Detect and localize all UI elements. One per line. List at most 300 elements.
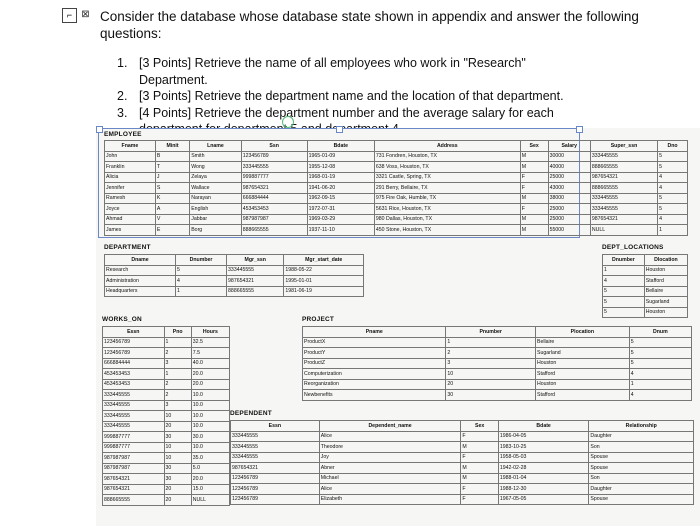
table-row [303, 379, 692, 390]
table-cell: 333445555 [231, 442, 320, 453]
question-text: [4 Points] Retrieve the department number and the average salary for each [139, 105, 554, 120]
table-cell: 123456789 [103, 348, 165, 359]
column-header: Dname [105, 255, 176, 266]
table-cell: 1972-07-31 [307, 204, 374, 215]
table-cell: F [520, 172, 548, 183]
table-cell: 30 [446, 390, 536, 401]
table-cell: 4 [629, 369, 691, 380]
column-header: Bdate [498, 421, 589, 432]
table-row [103, 421, 230, 432]
table-cell: 5.0 [191, 463, 229, 474]
column-header: Ssn [241, 141, 307, 152]
column-header: Essn [231, 421, 320, 432]
table-cell: Computerization [303, 369, 446, 380]
table-cell: 888665555 [590, 162, 657, 173]
table-cell: 1958-05-03 [498, 452, 589, 463]
table-cell: 333445555 [227, 265, 284, 276]
table-cell: 43000 [548, 183, 590, 194]
table-row [303, 337, 692, 348]
table-cell: 20 [164, 421, 191, 432]
table-cell: Smith [190, 151, 241, 162]
table-cell: 25000 [548, 172, 590, 183]
table-cell: T [155, 162, 189, 173]
table-header-row [105, 255, 364, 266]
table-cell: 2 [164, 390, 191, 401]
table-cell: Michael [319, 473, 461, 484]
table-cell: Zelaya [190, 172, 241, 183]
table-cell: Wallace [190, 183, 241, 194]
table-cell: 10 [164, 453, 191, 464]
column-header: Relationship [589, 421, 694, 432]
table-cell: 731 Fondren, Houston, TX [374, 151, 520, 162]
table-cell: E [155, 225, 189, 236]
table-cell: Stafford [644, 276, 687, 287]
table-row [103, 348, 230, 359]
table-cell: Headquarters [105, 286, 176, 297]
table-row [105, 265, 364, 276]
table-row [105, 162, 688, 173]
table-cell: Wong [190, 162, 241, 173]
table-cell: 5 [176, 265, 227, 276]
table-cell: 1965-01-09 [307, 151, 374, 162]
table-cell: 1 [164, 369, 191, 380]
table-cell: Alicia [105, 172, 156, 183]
table-cell: 987654321 [103, 474, 165, 485]
table-cell: 5 [658, 162, 688, 173]
table-cell: Franklin [105, 162, 156, 173]
table-cell: 888665555 [241, 225, 307, 236]
question-item-2 [117, 88, 597, 105]
question-list [117, 55, 597, 138]
column-header: Sex [461, 421, 498, 432]
table-cell: 123456789 [241, 151, 307, 162]
table-cell: 10.0 [191, 400, 229, 411]
table-row [103, 463, 230, 474]
table-cell: 5 [629, 358, 691, 369]
table-cell: 10 [164, 411, 191, 422]
table-cell: Joy [319, 452, 461, 463]
column-header: Dnumber [176, 255, 227, 266]
column-header: Mgr_start_date [284, 255, 364, 266]
table-cell: F [461, 494, 498, 505]
table-cell: 30.0 [191, 432, 229, 443]
column-header: Super_ssn [590, 141, 657, 152]
table-cell: 1 [164, 337, 191, 348]
column-header: Address [374, 141, 520, 152]
table-cell: Bellaire [644, 286, 687, 297]
column-header: Pnumber [446, 327, 536, 338]
table-cell: Reorganization [303, 379, 446, 390]
department-table [104, 254, 364, 297]
table-cell: 10.0 [191, 421, 229, 432]
table-cell: 291 Berry, Bellaire, TX [374, 183, 520, 194]
table-cell: 1969-03-29 [307, 214, 374, 225]
question-intro: Consider the database whose database state shown in appendix and answer the following questions: [100, 9, 639, 41]
table-row [603, 265, 688, 276]
table-cell: 123456789 [231, 494, 320, 505]
table-header-row [603, 255, 688, 266]
table-cell: 1 [658, 225, 688, 236]
table-cell: 30 [164, 474, 191, 485]
question-item-1 [117, 55, 597, 88]
table-row [231, 431, 694, 442]
employee-table [104, 140, 688, 236]
table-cell: 4 [603, 276, 645, 287]
table-header-row [231, 421, 694, 432]
table-row [105, 214, 688, 225]
table-cell: Houston [644, 265, 687, 276]
works-on-table [102, 326, 230, 506]
table-cell: M [520, 193, 548, 204]
table-cell: 20 [446, 379, 536, 390]
table-cell: 333445555 [590, 193, 657, 204]
dept-locations-table [602, 254, 688, 318]
table-cell: 40000 [548, 162, 590, 173]
table-cell: Jennifer [105, 183, 156, 194]
table-cell: 333445555 [103, 390, 165, 401]
table-cell: 638 Voss, Houston, TX [374, 162, 520, 173]
table-cell: 1955-12-08 [307, 162, 374, 173]
table-cell: 888665555 [103, 495, 165, 506]
employee-rows [105, 151, 688, 235]
table-cell: 999887777 [103, 432, 165, 443]
table-cell: Jabbar [190, 214, 241, 225]
table-cell: Stafford [536, 390, 630, 401]
table-cell: K [155, 193, 189, 204]
table-cell: 987987987 [103, 453, 165, 464]
table-cell: Abner [319, 463, 461, 474]
table-cell: 1 [603, 265, 645, 276]
table-cell: 4 [658, 214, 688, 225]
table-cell: 20.0 [191, 474, 229, 485]
table-cell: 333445555 [103, 400, 165, 411]
column-header: Dno [658, 141, 688, 152]
table-row [103, 369, 230, 380]
table-cell: 10.0 [191, 442, 229, 453]
project-table-title: PROJECT [302, 316, 335, 323]
table-cell: 1942-02-28 [498, 463, 589, 474]
table-cell: 888665555 [227, 286, 284, 297]
table-cell: 1962-09-15 [307, 193, 374, 204]
table-cell: 666884444 [103, 358, 165, 369]
table-cell: S [155, 183, 189, 194]
table-cell: Bellaire [536, 337, 630, 348]
table-cell: 5631 Rice, Houston, TX [374, 204, 520, 215]
document-icon[interactable]: ⌐ [62, 8, 77, 23]
table-cell: 333445555 [103, 411, 165, 422]
table-row [103, 400, 230, 411]
table-cell: F [461, 431, 498, 442]
table-cell: Administration [105, 276, 176, 287]
table-row [103, 337, 230, 348]
table-cell: Borg [190, 225, 241, 236]
table-cell: 666884444 [241, 193, 307, 204]
table-cell: 1988-05-22 [284, 265, 364, 276]
table-cell: 4 [658, 172, 688, 183]
dependent-table-title: DEPENDENT [230, 410, 272, 417]
table-row [103, 432, 230, 443]
table-cell: 3 [446, 358, 536, 369]
table-cell: 4 [176, 276, 227, 287]
table-cell: 5 [658, 204, 688, 215]
appendix-image[interactable] [96, 128, 700, 526]
rotate-handle-icon[interactable] [282, 116, 294, 128]
department-table-title: DEPARTMENT [104, 244, 151, 251]
table-cell: F [520, 204, 548, 215]
table-cell: 1937-11-10 [307, 225, 374, 236]
table-cell: 2 [164, 348, 191, 359]
table-cell: 453453453 [103, 379, 165, 390]
column-header: Dnumber [603, 255, 645, 266]
column-header: Dlocation [644, 255, 687, 266]
table-cell: M [520, 214, 548, 225]
table-row [303, 348, 692, 359]
table-cell: Houston [536, 379, 630, 390]
table-cell: 5 [603, 297, 645, 308]
expand-icon[interactable]: ⊠ [81, 9, 90, 20]
dependent-table [230, 420, 694, 505]
table-cell: 453453453 [103, 369, 165, 380]
table-row [303, 369, 692, 380]
table-row [603, 307, 688, 318]
table-cell: 987654321 [590, 214, 657, 225]
column-header: Sex [520, 141, 548, 152]
table-cell: Ahmad [105, 214, 156, 225]
table-cell: Daughter [589, 484, 694, 495]
table-cell: 975 Fire Oak, Humble, TX [374, 193, 520, 204]
dept-locations-rows [603, 265, 688, 318]
table-cell: 25000 [548, 204, 590, 215]
table-cell: 2 [164, 379, 191, 390]
table-cell: James [105, 225, 156, 236]
column-header: Dependent_name [319, 421, 461, 432]
table-cell: Elizabeth [319, 494, 461, 505]
table-cell: Houston [644, 307, 687, 318]
table-cell: F [520, 183, 548, 194]
table-cell: 10 [164, 442, 191, 453]
table-cell: 2 [446, 348, 536, 359]
table-cell: 38000 [548, 193, 590, 204]
table-cell: 1 [446, 337, 536, 348]
dependent-rows [231, 431, 694, 505]
table-row [105, 286, 364, 297]
table-cell: John [105, 151, 156, 162]
table-cell: Houston [536, 358, 630, 369]
table-cell: 450 Stone, Houston, TX [374, 225, 520, 236]
table-cell: M [520, 162, 548, 173]
table-row [231, 452, 694, 463]
column-header: Mgr_ssn [227, 255, 284, 266]
question-text: [3 Points] Retrieve the name of all employees who work in "Research" Department. [139, 56, 526, 87]
table-cell: 987987987 [241, 214, 307, 225]
table-row [105, 183, 688, 194]
table-cell: 123456789 [103, 337, 165, 348]
table-row [103, 453, 230, 464]
table-cell: B [155, 151, 189, 162]
table-row [105, 276, 364, 287]
table-row [103, 411, 230, 422]
table-cell: Newbenefits [303, 390, 446, 401]
table-cell: 40.0 [191, 358, 229, 369]
table-row [105, 172, 688, 183]
table-cell: ProductY [303, 348, 446, 359]
resize-handle[interactable] [336, 126, 343, 133]
table-cell: 10.0 [191, 411, 229, 422]
table-row [103, 484, 230, 495]
table-header-row [105, 141, 688, 152]
table-cell: M [461, 463, 498, 474]
table-cell: 15.0 [191, 484, 229, 495]
table-cell: 999887777 [241, 172, 307, 183]
table-cell: ProductX [303, 337, 446, 348]
table-row [105, 151, 688, 162]
table-cell: 333445555 [241, 162, 307, 173]
table-row [231, 473, 694, 484]
table-cell: Spouse [589, 452, 694, 463]
table-row [103, 442, 230, 453]
table-cell: Joyce [105, 204, 156, 215]
table-row [103, 390, 230, 401]
table-row [103, 358, 230, 369]
table-cell: Stafford [536, 369, 630, 380]
table-cell: 1988-12-30 [498, 484, 589, 495]
table-cell: Sugarland [644, 297, 687, 308]
table-cell: Son [589, 473, 694, 484]
column-header: Bdate [307, 141, 374, 152]
column-header: Pname [303, 327, 446, 338]
table-row [231, 494, 694, 505]
resize-handle[interactable] [576, 126, 583, 133]
column-header: Plocation [536, 327, 630, 338]
table-row [105, 204, 688, 215]
table-cell: Ramesh [105, 193, 156, 204]
table-cell: 20 [164, 495, 191, 506]
table-cell: 333445555 [590, 204, 657, 215]
table-cell: Spouse [589, 463, 694, 474]
table-cell: Narayan [190, 193, 241, 204]
table-row [103, 495, 230, 506]
table-cell: 333445555 [590, 151, 657, 162]
table-cell: 5 [658, 151, 688, 162]
table-row [231, 442, 694, 453]
table-cell: F [461, 484, 498, 495]
column-header: Hours [191, 327, 229, 338]
question-text: [3 Points] Retrieve the department name and the location of that department. [139, 89, 564, 103]
table-row [105, 225, 688, 236]
question-number: 1. [117, 56, 128, 70]
table-cell: 5 [603, 307, 645, 318]
column-header: Essn [103, 327, 165, 338]
table-cell: Sugarland [536, 348, 630, 359]
table-cell: 4 [629, 390, 691, 401]
question-number: 3. [117, 105, 128, 120]
table-cell: 20 [164, 484, 191, 495]
table-cell: 20.0 [191, 379, 229, 390]
table-cell: 3321 Castle, Spring, TX [374, 172, 520, 183]
project-table [302, 326, 692, 401]
table-cell: Alice [319, 484, 461, 495]
table-row [303, 358, 692, 369]
table-row [105, 193, 688, 204]
table-cell: 1983-10-25 [498, 442, 589, 453]
table-cell: Daughter [589, 431, 694, 442]
table-cell: 123456789 [231, 473, 320, 484]
table-cell: 1967-05-05 [498, 494, 589, 505]
department-rows [105, 265, 364, 297]
table-header-row [303, 327, 692, 338]
table-cell: 999887777 [103, 442, 165, 453]
table-cell: 987654321 [103, 484, 165, 495]
table-row [103, 379, 230, 390]
table-cell: 4 [658, 183, 688, 194]
table-cell: Spouse [589, 494, 694, 505]
table-cell: 30 [164, 463, 191, 474]
table-cell: F [461, 452, 498, 463]
question-number: 2. [117, 89, 128, 103]
table-cell: A [155, 204, 189, 215]
table-cell: 25000 [548, 214, 590, 225]
table-row [231, 484, 694, 495]
table-cell: 5 [629, 337, 691, 348]
table-cell: J [155, 172, 189, 183]
table-cell: 20.0 [191, 369, 229, 380]
column-header: Minit [155, 141, 189, 152]
table-cell: 1 [629, 379, 691, 390]
column-header: Lname [190, 141, 241, 152]
table-cell: M [520, 151, 548, 162]
project-rows [303, 337, 692, 400]
works-on-table-title: WORKS_ON [102, 316, 142, 323]
table-cell: 1995-01-01 [284, 276, 364, 287]
table-cell: 30000 [548, 151, 590, 162]
table-cell: 987654321 [227, 276, 284, 287]
table-cell: 5 [603, 286, 645, 297]
table-cell: NULL [590, 225, 657, 236]
column-header: Pno [164, 327, 191, 338]
table-cell: 3 [164, 400, 191, 411]
table-cell: 1968-01-19 [307, 172, 374, 183]
table-cell: 7.5 [191, 348, 229, 359]
table-row [303, 390, 692, 401]
table-cell: 5 [629, 348, 691, 359]
table-cell: ProductZ [303, 358, 446, 369]
table-cell: 35.0 [191, 453, 229, 464]
table-row [603, 276, 688, 287]
table-cell: 987654321 [241, 183, 307, 194]
table-row [231, 463, 694, 474]
table-cell: 333445555 [231, 431, 320, 442]
table-cell: 1981-06-19 [284, 286, 364, 297]
top-bar [0, 0, 700, 8]
table-cell: 1 [176, 286, 227, 297]
table-cell: 55000 [548, 225, 590, 236]
table-cell: M [461, 473, 498, 484]
table-cell: 1988-01-04 [498, 473, 589, 484]
table-cell: 32.5 [191, 337, 229, 348]
table-cell: 1941-06-20 [307, 183, 374, 194]
table-cell: 1986-04-05 [498, 431, 589, 442]
table-row [603, 286, 688, 297]
table-cell: 5 [658, 193, 688, 204]
table-cell: M [461, 442, 498, 453]
table-row [103, 474, 230, 485]
table-cell: Theodore [319, 442, 461, 453]
works-on-rows [103, 337, 230, 505]
table-cell: 10 [446, 369, 536, 380]
table-cell: 333445555 [231, 452, 320, 463]
table-cell: 30 [164, 432, 191, 443]
resize-handle[interactable] [96, 126, 103, 133]
